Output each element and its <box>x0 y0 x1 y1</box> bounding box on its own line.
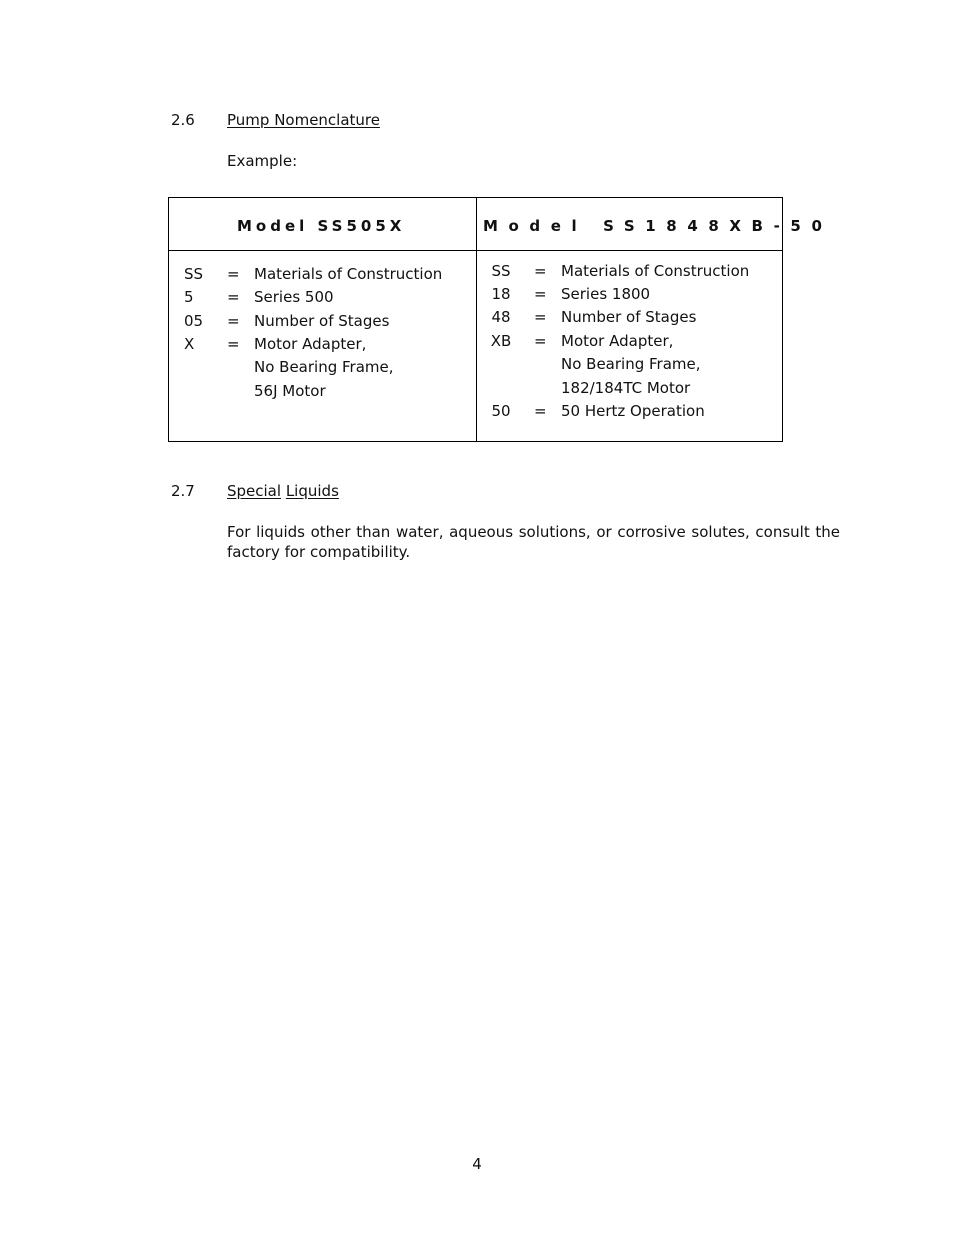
code-segment: 48 <box>491 308 511 326</box>
section-number-2-6: 2.6 <box>171 111 195 129</box>
code-description: Series 1800 <box>561 285 651 303</box>
nomenclature-row <box>169 308 782 331</box>
nomenclature-row <box>169 262 782 285</box>
table-header-divider <box>169 250 782 251</box>
code-description: No Bearing Frame, <box>561 355 701 373</box>
example-label: Example: <box>227 152 298 170</box>
section-title-pump-nomenclature: Pump Nomenclature <box>227 111 380 129</box>
code-segment: SS <box>184 265 204 283</box>
code-segment: XB <box>490 332 512 350</box>
right-model-heading: Model SS1848XB-50 <box>483 217 833 235</box>
code-segment: 18 <box>491 285 511 303</box>
code-description: Series 500 <box>254 288 334 306</box>
code-description: Motor Adapter, <box>561 332 674 350</box>
code-segment: X <box>184 335 195 353</box>
equals-sign: = <box>534 285 547 303</box>
equals-sign: = <box>227 335 240 353</box>
code-description: Motor Adapter, <box>254 335 367 353</box>
page-number: 4 <box>472 1155 482 1173</box>
equals-sign: = <box>227 288 240 306</box>
code-description: No Bearing Frame, <box>254 358 394 376</box>
equals-sign: = <box>534 262 547 280</box>
code-description: 56J Motor <box>254 382 326 400</box>
code-segment: 50 <box>491 402 511 420</box>
equals-sign: = <box>534 308 547 326</box>
equals-sign: = <box>534 402 547 420</box>
code-description: Number of Stages <box>561 308 697 326</box>
nomenclature-row <box>169 402 782 425</box>
equals-sign: = <box>534 332 547 350</box>
section-number-2-7: 2.7 <box>171 482 195 500</box>
equals-sign: = <box>227 312 240 330</box>
nomenclature-row <box>169 379 782 402</box>
code-segment: SS <box>491 262 511 280</box>
title-word-liquids: Liquids <box>285 482 339 500</box>
section-title-special-liquids <box>227 482 339 500</box>
special-liquids-paragraph: For liquids other than water, aqueous solutions, or corrosive solutes, consult the factory for compatibility. <box>227 523 840 561</box>
nomenclature-row <box>169 355 782 378</box>
code-segment: 5 <box>184 288 194 306</box>
code-description: 50 Hertz Operation <box>561 402 705 420</box>
code-description: Materials of Construction <box>254 265 443 283</box>
nomenclature-row <box>169 285 782 308</box>
model-nomenclature-table <box>168 197 833 442</box>
code-segment: 05 <box>184 312 204 330</box>
code-description: Materials of Construction <box>561 262 750 280</box>
code-description: Number of Stages <box>254 312 390 330</box>
nomenclature-row <box>169 332 782 355</box>
left-model-heading: Model SS505X <box>237 217 406 235</box>
title-word-special: Special <box>227 482 282 500</box>
equals-sign: = <box>227 265 240 283</box>
code-description: 182/184TC Motor <box>561 379 691 397</box>
